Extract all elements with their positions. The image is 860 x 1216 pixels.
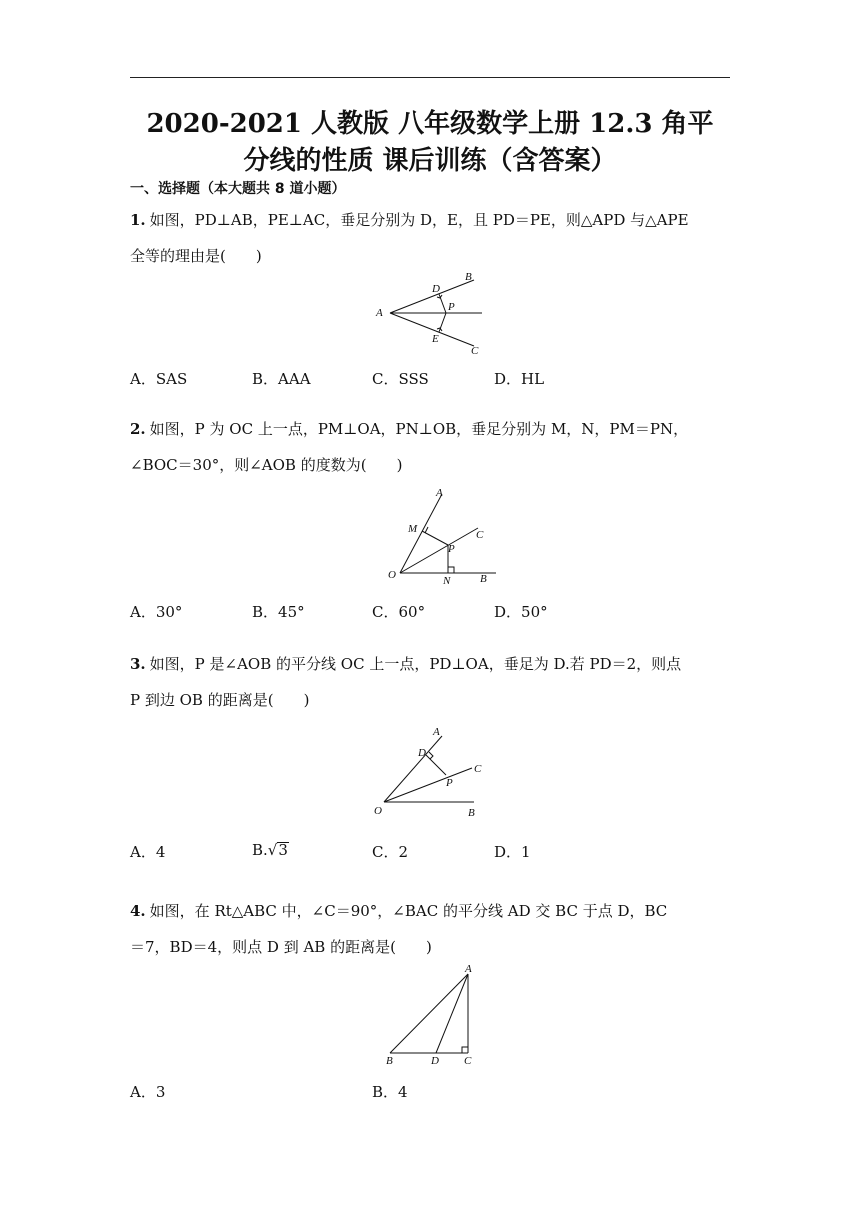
question-text-line-2: P 到边 OB 的距离是( ) xyxy=(130,691,310,709)
segment-PM xyxy=(422,531,448,545)
option-b[interactable] xyxy=(252,841,289,859)
label-M: M xyxy=(408,523,418,535)
page-title-line-2: 分线的性质 课后训练（含答案） xyxy=(243,146,617,176)
question-text-line-2: 全等的理由是( ) xyxy=(130,247,262,265)
question-number: 2. xyxy=(130,420,146,438)
option-b-prefix: B. xyxy=(252,841,268,859)
label-B: B xyxy=(465,271,472,283)
question-text-line-2: ＝7，BD＝4，则点 D 到 AB 的距离是( ) xyxy=(130,938,432,956)
label-A: A xyxy=(436,487,443,499)
question-text-line-2: ∠BOC＝30°，则∠AOB 的度数为( ) xyxy=(130,456,403,474)
segment-PD xyxy=(426,755,446,775)
options-question-2 xyxy=(130,601,730,625)
label-A: A xyxy=(433,726,440,738)
right-angle-mark-C xyxy=(462,1047,468,1053)
option-a[interactable]: A．SAS xyxy=(130,370,188,388)
question-number: 4. xyxy=(130,902,146,920)
label-B: B xyxy=(480,573,487,585)
options-question-1 xyxy=(130,368,730,392)
question-2 xyxy=(130,411,734,483)
label-D: D xyxy=(431,1055,439,1067)
label-O: O xyxy=(374,805,382,817)
label-B: B xyxy=(386,1055,393,1067)
label-A: A xyxy=(376,307,383,319)
question-text-line-1: 如图，P 为 OC 上一点，PM⊥OA，PN⊥OB，垂足分别为 M，N，PM＝PN， xyxy=(149,420,689,438)
figure-question-1 xyxy=(372,268,492,360)
label-C: C xyxy=(464,1055,472,1067)
sqrt-icon: √ xyxy=(267,841,278,859)
question-number: 3. xyxy=(130,655,146,673)
question-4 xyxy=(130,893,734,965)
figure-question-3 xyxy=(370,722,490,822)
option-d[interactable]: D．HL xyxy=(494,370,545,388)
label-C: C xyxy=(471,345,479,357)
option-b[interactable]: B．45° xyxy=(252,603,305,621)
figure-question-2 xyxy=(384,484,500,588)
segment-AD xyxy=(436,974,468,1053)
option-a[interactable]: A．30° xyxy=(130,603,183,621)
page-title-line-1: 2020-2021 人教版 八年级数学上册 12.3 角平 xyxy=(146,109,714,139)
segment-AB xyxy=(390,974,468,1053)
option-a[interactable]: A．4 xyxy=(130,843,166,861)
label-E: E xyxy=(432,333,439,345)
question-text-line-1: 如图，PD⊥AB，PE⊥AC，垂足分别为 D，E，且 PD＝PE，则△APD 与△APE xyxy=(149,211,689,229)
label-P: P xyxy=(448,301,455,313)
right-angle-mark-N xyxy=(448,567,454,573)
option-c[interactable]: C．2 xyxy=(372,843,409,861)
section-heading: 一、选择题（本大题共 8 道小题） xyxy=(130,181,346,197)
option-a[interactable]: A．3 xyxy=(130,1083,166,1101)
segment-PE xyxy=(439,313,446,332)
ray-OC xyxy=(384,768,472,802)
question-text-line-1: 如图，P 是∠AOB 的平分线 OC 上一点，PD⊥OA，垂足为 D.若 PD＝2，则点 xyxy=(149,655,682,673)
label-C: C xyxy=(474,763,482,775)
label-P: P xyxy=(446,777,453,789)
option-b-radicand: 3 xyxy=(278,841,288,859)
options-question-3 xyxy=(130,841,730,865)
right-angle-mark-M xyxy=(425,527,428,533)
ray-OA xyxy=(384,736,442,802)
label-N: N xyxy=(443,575,451,587)
option-d[interactable]: D．50° xyxy=(494,603,548,621)
question-1 xyxy=(130,202,734,274)
label-O: O xyxy=(388,569,396,581)
option-c[interactable]: C．SSS xyxy=(372,370,429,388)
options-question-4 xyxy=(130,1081,730,1105)
label-C: C xyxy=(476,529,484,541)
label-D: D xyxy=(432,283,440,295)
option-d[interactable]: D．1 xyxy=(494,843,531,861)
label-P: P xyxy=(448,543,455,555)
question-number: 1. xyxy=(130,211,146,229)
header-rule xyxy=(130,77,730,78)
question-3 xyxy=(130,646,734,718)
option-c[interactable]: C．60° xyxy=(372,603,426,621)
option-b[interactable]: B．4 xyxy=(372,1083,408,1101)
label-B: B xyxy=(468,807,475,819)
label-A: A xyxy=(465,963,472,975)
label-D: D xyxy=(418,747,426,759)
figure-question-4 xyxy=(378,960,482,1072)
question-text-line-1: 如图，在 Rt△ABC 中，∠C＝90°，∠BAC 的平分线 AD 交 BC 于点 D，BC xyxy=(149,902,668,920)
segment-PD xyxy=(439,294,446,313)
option-b[interactable]: B．AAA xyxy=(252,370,311,388)
